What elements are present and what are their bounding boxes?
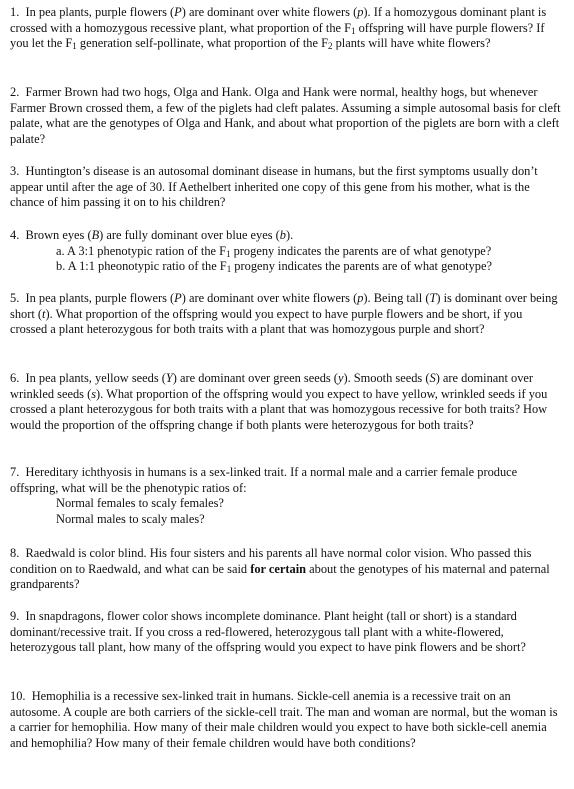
text-run: about the genotypes of his maternal and paternal grandparents? <box>10 561 550 592</box>
question-number: 1. <box>10 5 20 19</box>
text-run: ). Smooth seeds ( <box>343 371 430 385</box>
question-number: 10. <box>10 689 26 703</box>
question-number: 6. <box>10 371 20 385</box>
question-text <box>10 228 562 244</box>
text-run: a. A 3:1 phenotypic ration of the F <box>56 243 227 258</box>
symbol: t <box>42 306 46 321</box>
question-number: 4. <box>10 228 20 242</box>
symbol: S <box>429 371 436 385</box>
subscript: 1 <box>72 41 77 52</box>
question-text <box>10 689 562 751</box>
text-run: ). If a homozygous dominant plant is crossed with a homozygous recessive plant, what proportion of the F <box>10 5 547 35</box>
symbol: p <box>357 5 364 19</box>
symbol: B <box>91 228 100 242</box>
subscript: 2 <box>328 41 333 52</box>
symbol: p <box>357 291 364 305</box>
subitem-b <box>10 259 562 275</box>
question-3 <box>10 164 562 211</box>
question-text <box>10 371 562 433</box>
question-text <box>10 5 562 52</box>
subscript: 1 <box>226 264 232 275</box>
text-run: ). <box>286 228 294 242</box>
question-text <box>10 465 562 496</box>
text-run: Raedwald is color blind. His four sisters and his parents all have normal color vision. Who passed this condition on to Raedwald, and what can be said <box>10 546 532 576</box>
subscript: 1 <box>351 25 356 36</box>
text-run: b. A 1:1 pheonotypic ratio of the F <box>56 259 227 274</box>
text-run: Brown eyes ( <box>25 228 92 242</box>
text-run: ) are dominant over white flowers ( <box>181 5 358 19</box>
question-5 <box>10 291 562 338</box>
text-run: Huntington’s disease is an autosomal dominant disease in humans, but the first symptoms usually don’t appear until after the age of 30. If Aethelbert inherited one copy of this gene from his mother, what is the chance of him passing it on to his children? <box>10 164 538 210</box>
symbol: P <box>174 5 182 19</box>
ratio-line-females: Normal females to scaly females? <box>56 496 224 511</box>
question-7 <box>10 465 562 527</box>
text-run: Hemophilia is a recessive sex-linked trait in humans. Sickle-cell anemia is a recessive trait on an autosome. A couple are both carriers of the sickle-cell trait. The man and woman are normal, but the woman is a carrier for hemophilia. How many of their male children would you expect to have both sickle-cell anemia and hemophilia? How many of their female children would have both conditions? <box>10 689 558 750</box>
question-text <box>10 546 562 593</box>
text-run: In pea plants, purple flowers ( <box>25 5 175 19</box>
text-run: In snapdragons, flower color shows incomplete dominance. Plant height (tall or short) is a standard dominant/recessive trait. If you cross a red-flowered, heterozygous tall plant with a white-flowered, heterozygous tall plant, how many of the offspring would you expect to have pink flowers and be short? <box>10 609 526 655</box>
question-text <box>10 164 562 211</box>
question-number: 2. <box>10 85 20 99</box>
text-run: ). What proportion of the offspring would you expect to have purple flowers and be short, if you crossed a plant heterozygous for both traits with a plant that was homozygous purple and short? <box>10 306 523 337</box>
symbol: T <box>429 291 437 305</box>
question-text <box>10 291 562 338</box>
question-number: 3. <box>10 164 20 178</box>
question-number: 9. <box>10 609 20 623</box>
question-text <box>10 609 562 656</box>
text-run: Hereditary ichthyosis in humans is a sex-linked trait. If a normal male and a carrier female produce offspring, what will be the phenotypic ratios of: <box>10 465 518 495</box>
text-run: ). Being tall ( <box>363 291 430 305</box>
ratio-line-males: Normal males to scaly males? <box>56 511 205 526</box>
text-run: ) is dominant over being short ( <box>10 291 558 321</box>
symbol: Y <box>165 371 173 385</box>
symbol: y <box>337 371 344 385</box>
text-run: ) are dominant over white flowers ( <box>181 291 358 305</box>
text-run: plants will have white flowers? <box>332 36 491 51</box>
symbol: P <box>174 291 182 305</box>
question-text <box>10 85 562 147</box>
question-8 <box>10 546 562 593</box>
emphasis: for certain <box>250 561 307 576</box>
subitem-a <box>10 244 562 260</box>
text-run: progeny indicates the parents are of what genotype? <box>231 259 492 274</box>
question-2 <box>10 85 562 147</box>
question-number: 7. <box>10 465 20 479</box>
text-run: ) are dominant over wrinkled seeds ( <box>10 371 534 401</box>
question-4 <box>10 228 562 275</box>
question-number: 8. <box>10 546 20 560</box>
text-run: In pea plants, yellow seeds ( <box>25 371 166 385</box>
question-number: 5. <box>10 291 20 305</box>
text-run: Farmer Brown had two hogs, Olga and Hank. Olga and Hank were normal, healthy hogs, but whenever Farmer Brown crossed them, a few of the piglets had cleft palates. Assuming a simple autosomal basis for cleft palate, what are the genotypes of Olga and Hank, and about what proportion of the piglets are born with a cleft palate? <box>10 85 561 146</box>
symbol: s <box>91 386 97 401</box>
text-run: In pea plants, purple flowers ( <box>25 291 175 305</box>
text-run: generation self-pollinate, what proportion of the F <box>76 36 328 51</box>
text-run: ) are dominant over green seeds ( <box>172 371 338 385</box>
question-9 <box>10 609 562 656</box>
text-run: ) are fully dominant over blue eyes ( <box>99 228 280 242</box>
question-1 <box>10 5 562 52</box>
symbol: b <box>279 228 286 242</box>
question-6 <box>10 371 562 433</box>
question-10 <box>10 689 562 751</box>
text-run: offspring will have purple flowers? If you let the F <box>10 20 545 51</box>
text-run: progeny indicates the parents are of what genotype? <box>230 243 492 258</box>
text-run: ). What proportion of the offspring would you expect to have yellow, wrinkled seeds if you crossed a plant heterozygous for both traits with a plant that was homozygous recessive for both traits? How would the proportion of the offspring change if both plants were heterozygous for both traits? <box>10 386 548 432</box>
subscript: 1 <box>226 248 231 259</box>
